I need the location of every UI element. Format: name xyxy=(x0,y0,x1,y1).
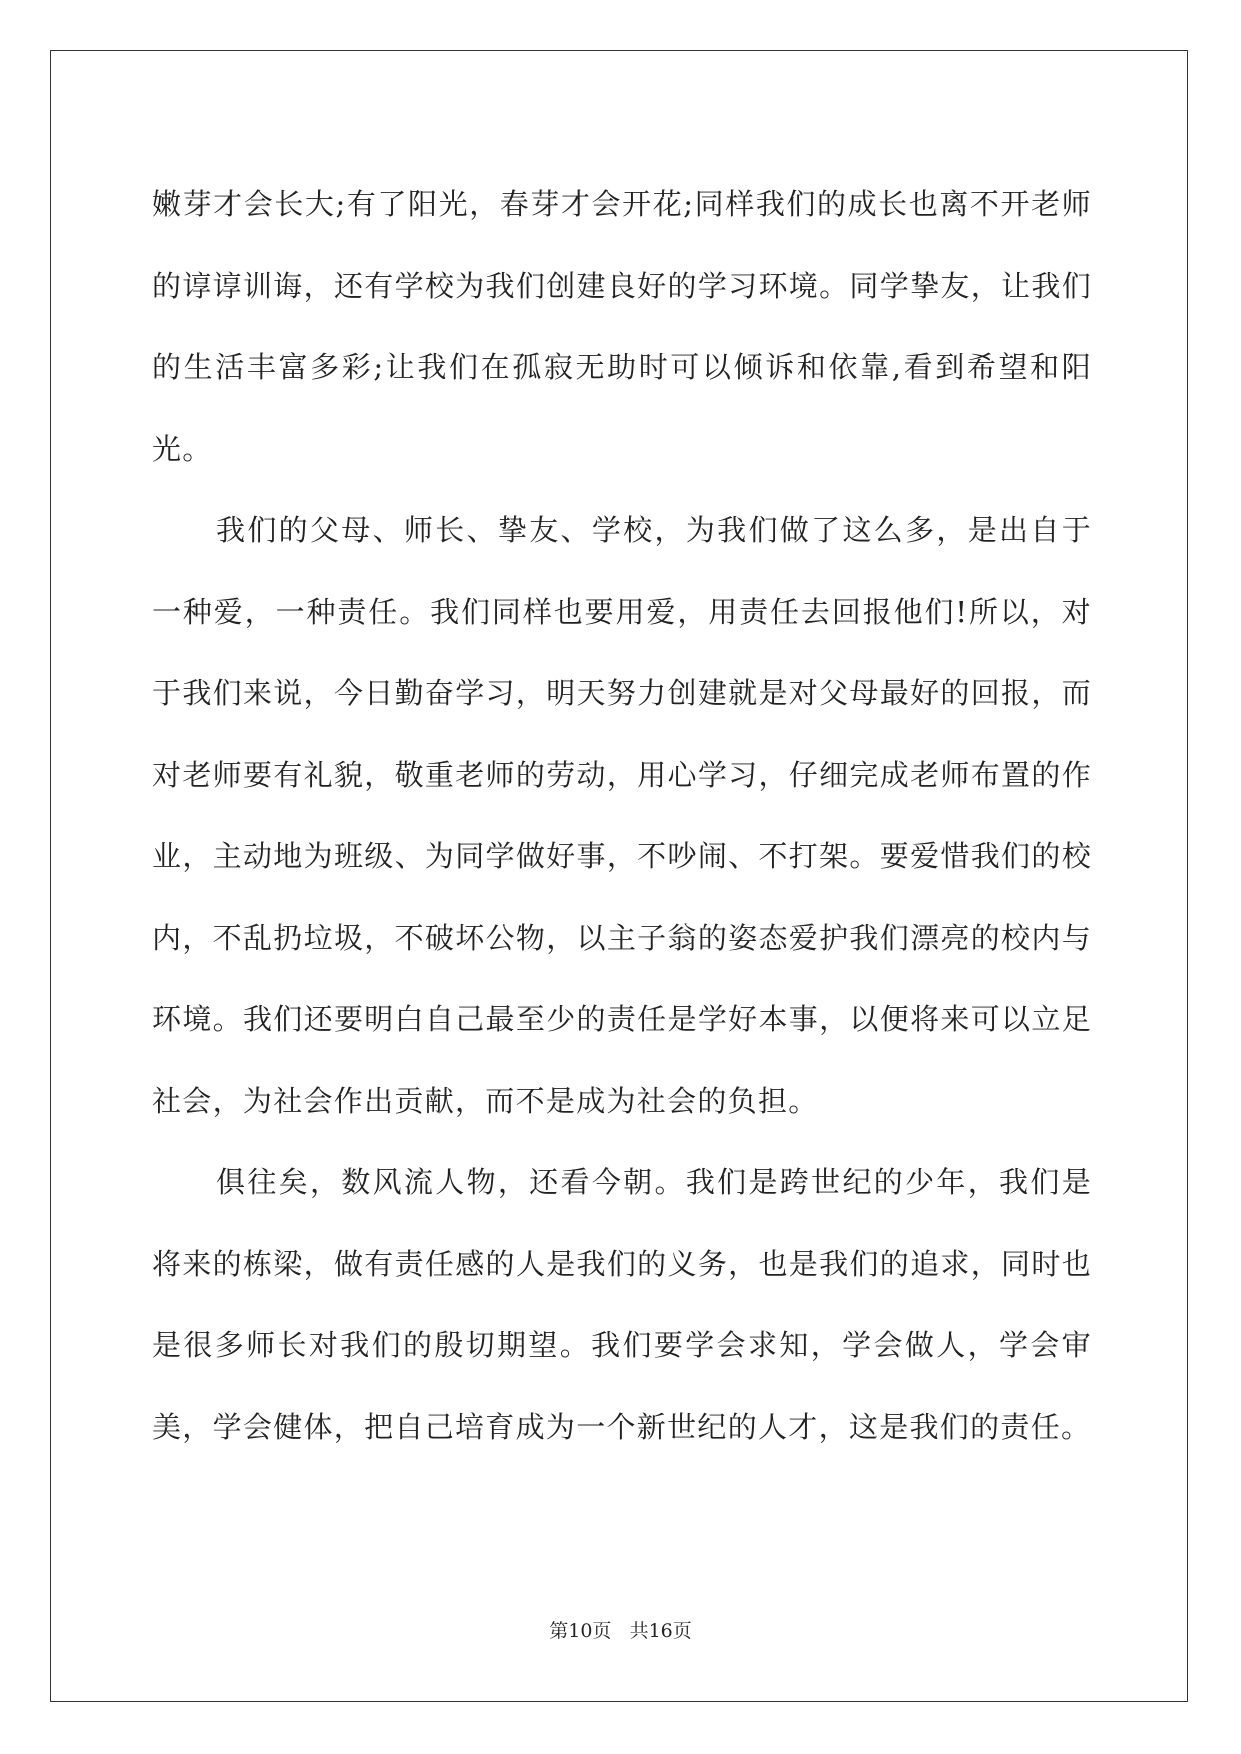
document-body xyxy=(152,164,1092,1468)
page-footer xyxy=(0,1616,1241,1643)
paragraph-3: 俱往矣，数风流人物，还看今朝。我们是跨世纪的少年，我们是将来的栋梁，做有责任感的人是我们的义务，也是我们的追求，同时也是很多师长对我们的殷切期望。我们要学会求知，学会做人，学会审美，学会健体，把自己培育成为一个新世纪的人才，这是我们的责任。 xyxy=(152,1165,1092,1444)
paragraph-2: 我们的父母、师长、挚友、学校，为我们做了这么多，是出自于一种爱，一种责任。我们同样也要用爱，用责任去回报他们!所以，对于我们来说，今日勤奋学习，明天努力创建就是对父母最好的回报，而对老师要有礼貌，敬重老师的劳动，用心学习，仔细完成老师布置的作业，主动地为班级、为同学做好事，不吵闹、不打架。要爱惜我们的校内，不乱扔垃圾，不破坏公物，以主子翁的姿态爱护我们漂亮的校内与环境。我们还要明白自己最至少的责任是学好本事，以便将来可以立足社会，为社会作出贡献，而不是成为社会的负担。 xyxy=(152,513,1092,1118)
footer-spacer xyxy=(611,1620,629,1642)
page-number: 第10页 xyxy=(549,1620,612,1642)
paragraph-1: 嫩芽才会长大;有了阳光，春芽才会开花;同样我们的成长也离不开老师的谆谆训诲，还有学校为我们创建良好的学习环境。同学挚友，让我们的生活丰富多彩;让我们在孤寂无助时可以倾诉和依靠,看到希望和阳光。 xyxy=(152,187,1092,466)
page-total: 共16页 xyxy=(629,1620,692,1642)
